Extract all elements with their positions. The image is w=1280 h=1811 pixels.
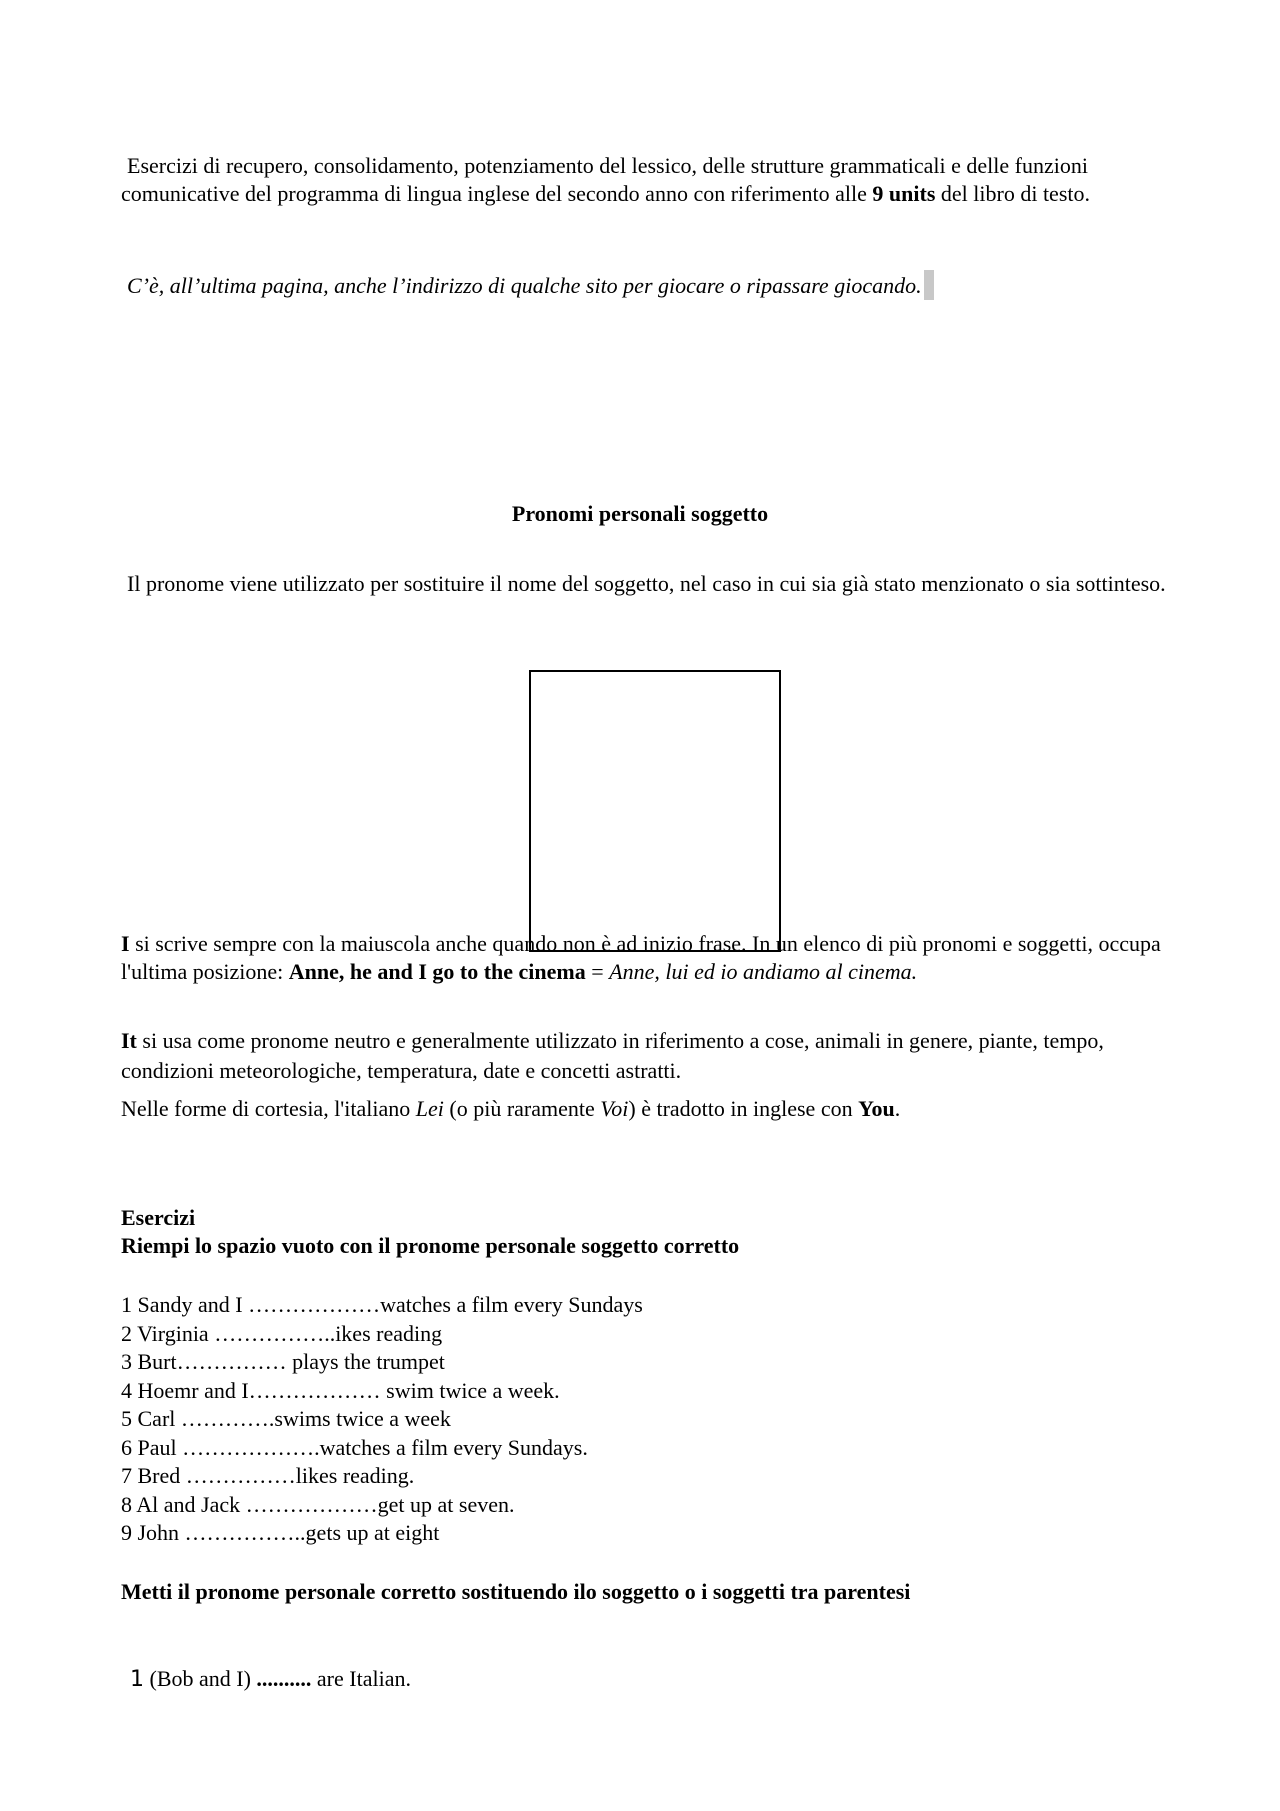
rule-i-translation: Anne, lui ed io andiamo al cinema. <box>609 959 918 984</box>
exercise-item: 4 Hoemr and I……………… swim twice a week. <box>121 1377 560 1403</box>
rule-you-end: . <box>894 1096 901 1121</box>
intro-text-a: Esercizi di recupero, consolidamento, potenziamento del lessico, delle strutture grammaticali e delle funzioni comunicative del programma di lingua inglese del secondo anno con riferimento alle <box>121 153 1088 206</box>
exercises-heading: Esercizi <box>121 1205 196 1230</box>
exercise-item: 9 John ……………..gets up at eight <box>121 1520 440 1545</box>
intro-units-bold: 9 units <box>872 181 936 206</box>
rule-you-voi: Voi <box>600 1096 629 1121</box>
rule-i-word: I <box>121 931 130 956</box>
exercise-item: 5 Carl ………….swims twice a week <box>121 1406 451 1431</box>
rule-you-text-a: Nelle forme di cortesia, l'italiano <box>121 1096 416 1121</box>
image-placeholder-frame <box>529 670 781 952</box>
intro-text-b: del libro di testo. <box>935 181 1090 206</box>
rule-it-paragraph <box>121 1026 1166 1086</box>
exercise-item: 8 Al and Jack ………………get up at seven. <box>121 1491 515 1517</box>
exercise2-instruction: Metti il pronome personale corretto sostituendo ilo soggetto o i soggetti tra parentesi <box>121 1579 911 1604</box>
intro-paragraph <box>121 152 1166 208</box>
exercise2-item <box>121 1665 1166 1694</box>
pronoun-description <box>121 570 1166 598</box>
rule-you-you: You <box>858 1096 895 1121</box>
exercise-item: 2 Virginia ……………..ikes reading <box>121 1320 443 1346</box>
rule-it-word: It <box>121 1028 137 1053</box>
exercises-instruction: Riempi lo spazio vuoto con il pronome personale soggetto corretto <box>121 1233 740 1258</box>
rule-i-example: Anne, he and I go to the cinema <box>288 959 586 984</box>
rule-you-lei: Lei <box>415 1096 444 1121</box>
exercises-heading-block <box>121 1204 1166 1260</box>
pronoun-description-text: Il pronome viene utilizzato per sostituire il nome del soggetto, nel caso in cui sia già stato menzionato o sia sottinteso. <box>127 571 1166 596</box>
exercise-item: 3 Burt…………… plays the trumpet <box>121 1349 445 1374</box>
exercise-item: 6 Paul ……………….watches a film every Sundays. <box>121 1434 588 1460</box>
section-title: Pronomi personali soggetto <box>511 501 769 526</box>
rule-i-equals: = <box>585 959 610 984</box>
exercise2-item-number: 1 <box>130 1667 144 1692</box>
exercise-item: 1 Sandy and I ………………watches a film every Sundays <box>121 1292 643 1317</box>
rule-i-text: si scrive sempre con la maiuscola anche quando non è ad inizio frase. In un elenco di più pronomi e soggetti, occupa l'ultima posizione: <box>121 931 1161 984</box>
rule-it-text: si usa come pronome neutro e generalmente utilizzato in riferimento a cose, animali in genere, piante, tempo, condizioni meteorologiche, temperatura, date e concetti astratti. <box>121 1028 1104 1083</box>
exercise2-item-subject: (Bob and I) <box>144 1666 257 1691</box>
rule-you-text-c: ) è tradotto in inglese con <box>628 1096 859 1121</box>
games-note-text: C’è, all’ultima pagina, anche l’indirizzo di qualche sito per giocare o ripassare giocando. <box>127 273 922 298</box>
exercise-item: 7 Bred ……………likes reading. <box>121 1463 415 1488</box>
text-cursor <box>924 270 934 300</box>
exercise2-item-blank: .......... <box>256 1666 312 1691</box>
rule-you-paragraph <box>121 1095 1166 1123</box>
exercise2-item-rest: are Italian. <box>311 1666 411 1691</box>
rule-you-text-b: (o più raramente <box>443 1096 601 1121</box>
games-note <box>121 270 1172 300</box>
exercise-list <box>121 1291 1166 1548</box>
